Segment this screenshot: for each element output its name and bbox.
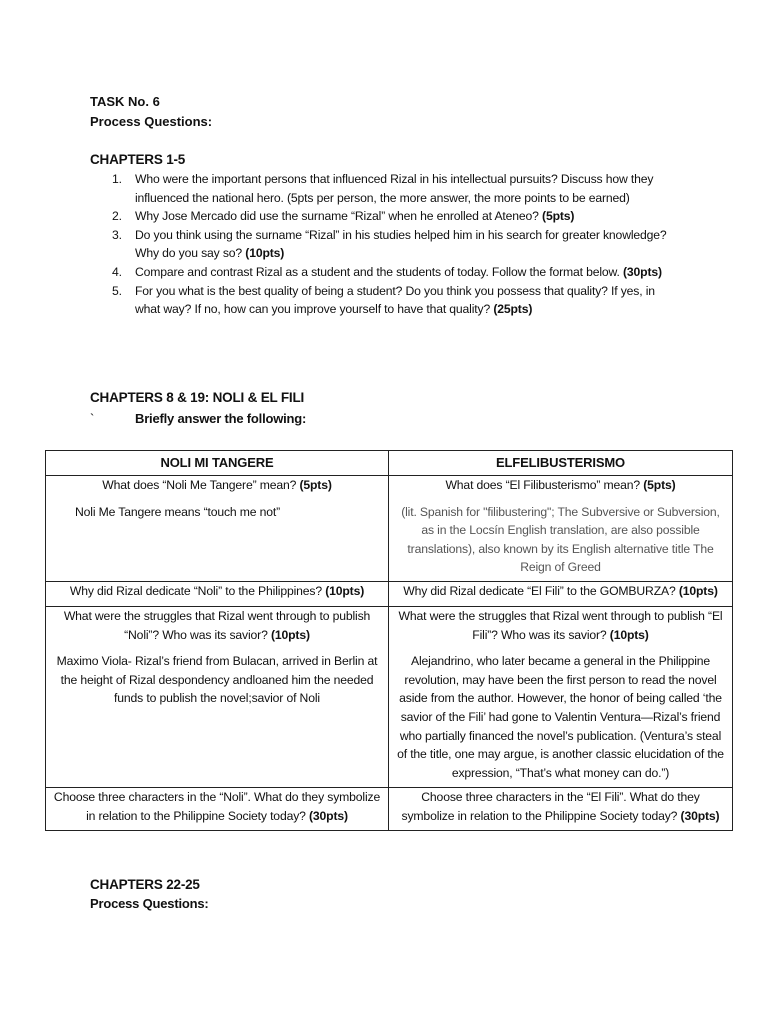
question-points: (5pts) <box>542 209 575 224</box>
header-noli: NOLI MI TANGERE <box>46 451 389 476</box>
section3-subtitle: Process Questions: <box>90 896 209 911</box>
table-cell <box>46 787 389 830</box>
question-text: Why Jose Mercado did use the surname “Rizal” when he enrolled at Ateneo? <box>135 209 543 224</box>
process-questions-list <box>90 170 680 319</box>
cell-question <box>52 788 382 825</box>
table-cell <box>389 787 733 830</box>
question-number: 2. <box>112 209 122 224</box>
question-points: (10pts) <box>325 583 365 598</box>
cell-question <box>395 476 726 495</box>
instruction-text: Briefly answer the following: <box>135 411 307 426</box>
section-heading-chapters-22-25: CHAPTERS 22-25 <box>90 877 200 892</box>
noli-elfili-table <box>45 450 733 831</box>
question-text: What does “El Filibusterismo” mean? <box>445 478 644 492</box>
question-text: Choose three characters in the “El Fili”. What do they symbolize in relation to the Philippine Society today? <box>401 789 700 823</box>
question-text: For you what is the best quality of being a student? Do you think you possess that quality? If yes, in what way? If no, how can you improve yourself to have that quality? <box>135 283 655 317</box>
table-row <box>46 606 733 787</box>
question-points: (5pts) <box>643 478 676 492</box>
question-points: (10pts) <box>609 627 649 642</box>
question-text: Compare and contrast Rizal as a student and the students of today. Follow the format below. <box>135 264 623 279</box>
question-number: 4. <box>112 264 122 279</box>
question-text: Who were the important persons that influenced Rizal in his intellectual pursuits? Discuss how they influenced the national hero. (5pts per person, the more answer, the more points to be earned) <box>135 172 654 205</box>
section-heading-chapters-8-19: CHAPTERS 8 & 19: NOLI & EL FILI <box>90 390 305 405</box>
table-row <box>46 787 733 830</box>
question-text: What were the struggles that Rizal went through to publish “El Fili”? Who was its savior? <box>398 608 723 642</box>
cell-question <box>395 607 726 644</box>
table-cell <box>389 581 733 606</box>
cell-answer: Maximo Viola- Rizal’s friend from Bulacan, arrived in Berlin at the height of Rizal despondency andloaned him the needed funds to publish the novel;savior of Noli <box>56 654 378 706</box>
cell-question <box>52 582 382 601</box>
table-cell <box>389 476 733 582</box>
question-points: (10pts) <box>270 627 310 642</box>
question-points: (5pts) <box>299 478 332 492</box>
cell-answer: Alejandrino, who later became a general in the Philippine revolution, may have been the first person to read the novel aside from the author. However, the honor of being called ‘the savior of the Fili’ had gone to Valentin Ventura—Rizal’s friend who partially financed the novel’s publication. (Ventura’s steal of the title, one may argue, is another classic elucidation of the expression, “That’s what money can do.”) <box>397 654 724 780</box>
question-points: (30pts) <box>622 264 662 279</box>
question-text: Why did Rizal dedicate “El Fili” to the GOMBURZA? <box>403 583 679 598</box>
question-text: Choose three characters in the “Noli”. What do they symbolize in relation to the Philippine Society today? <box>53 789 381 823</box>
table-cell <box>46 581 389 606</box>
table-cell <box>46 606 389 787</box>
cell-question <box>395 788 726 825</box>
task-title: TASK No. 6 <box>90 94 160 109</box>
question-points: (30pts) <box>309 808 348 823</box>
task-subtitle: Process Questions: <box>90 114 213 129</box>
cell-question <box>395 582 726 601</box>
table-cell <box>389 606 733 787</box>
section-heading-chapters-1-5: CHAPTERS 1-5 <box>90 152 186 167</box>
question-points: (30pts) <box>680 808 720 823</box>
table-header-row <box>46 451 733 476</box>
cell-answer: (lit. Spanish for "filibustering"; The Subversive or Subversion, as in the Locsín English translation, are also possible translations), also known by its English alternative title The Reign of Greed <box>401 504 720 575</box>
question-number: 5. <box>112 283 122 298</box>
header-elfili: ELFELIBUSTERISMO <box>389 451 733 476</box>
cell-question <box>52 476 382 495</box>
question-text: What were the struggles that Rizal went through to publish “Noli”? Who was its savior? <box>63 608 371 642</box>
question-text: Do you think using the surname “Rizal” in his studies helped him in his search for greater knowledge? Why do you say so? <box>135 227 667 261</box>
table-cell <box>46 476 389 582</box>
list-item <box>90 170 680 207</box>
question-text: What does “Noli Me Tangere” mean? <box>102 478 300 492</box>
stray-backtick: ` <box>90 411 95 426</box>
question-text: Why did Rizal dedicate “Noli” to the Philippines? <box>69 583 326 598</box>
table-row <box>46 581 733 606</box>
question-points: (10pts) <box>678 583 718 598</box>
list-item <box>90 282 680 319</box>
question-points: (10pts) <box>245 246 285 261</box>
list-item <box>90 263 680 282</box>
question-number: 3. <box>112 227 122 242</box>
cell-question <box>52 607 382 644</box>
table-row <box>46 476 733 582</box>
question-number: 1. <box>112 172 122 186</box>
cell-answer: Noli Me Tangere means “touch me not” <box>75 504 281 519</box>
list-item <box>90 226 680 263</box>
list-item <box>90 207 680 226</box>
question-points: (25pts) <box>493 302 533 317</box>
